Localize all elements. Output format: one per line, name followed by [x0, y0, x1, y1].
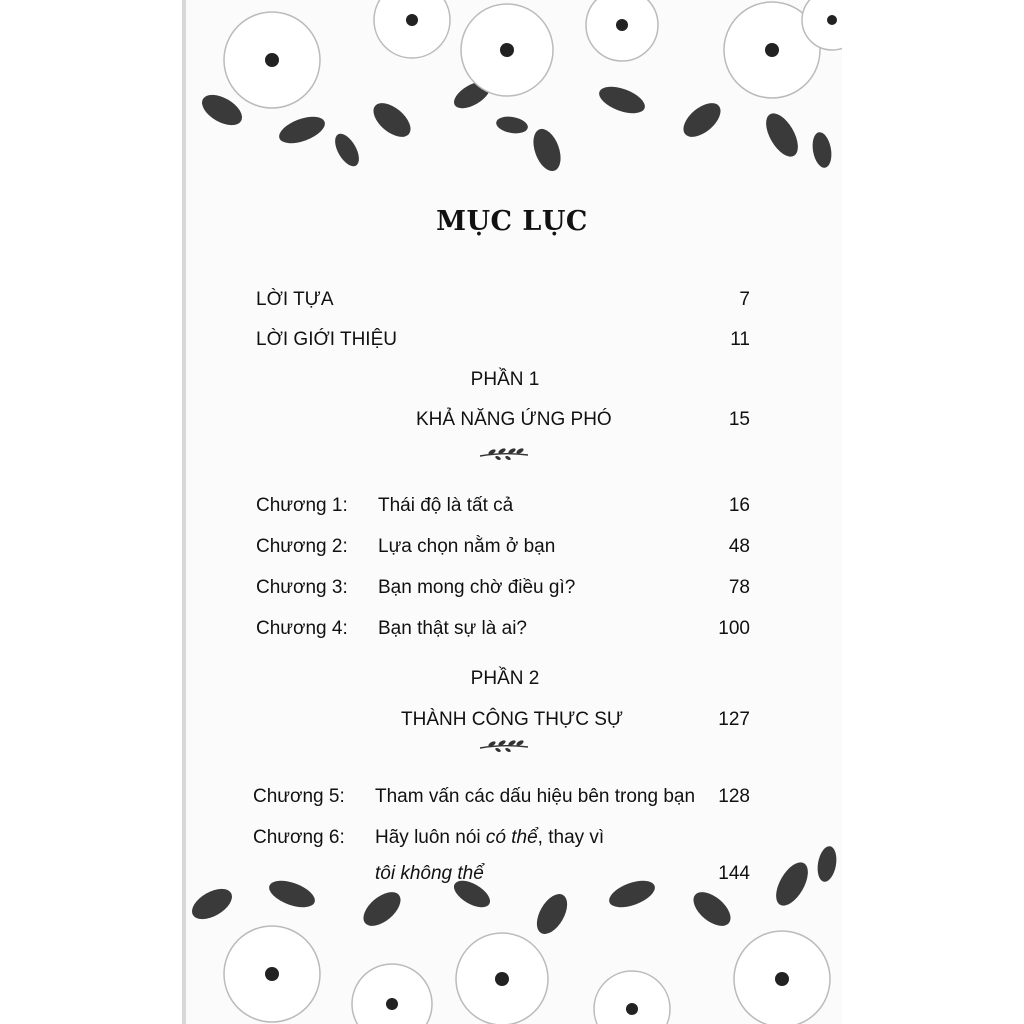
chapter-label: Chương 3:	[256, 577, 348, 598]
chapter-title-emphasis: có thể	[485, 827, 538, 848]
chapter-label: Chương 5:	[253, 786, 345, 807]
chapter-page: 100	[718, 618, 750, 639]
part-1-label: PHẦN 1	[470, 369, 540, 390]
chapter-title-part: , thay vì	[537, 827, 605, 848]
floral-border-top	[182, 0, 842, 200]
chapter-title: Thái độ là tất cả	[378, 495, 514, 516]
page-title: MỤC LỤC	[436, 206, 588, 237]
toc-entry-title: LỜI GIỚI THIỆU	[256, 329, 397, 350]
part-1-title: KHẢ NĂNG ỨNG PHÓ	[416, 409, 612, 430]
chapter-page: 128	[718, 786, 750, 807]
chapter-title-line-2: tôi không thể	[375, 863, 484, 884]
chapter-title: Bạn thật sự là ai?	[378, 618, 527, 639]
chapter-label: Chương 6:	[253, 827, 345, 848]
sprig-ornament-icon	[478, 446, 530, 462]
part-2-title: THÀNH CÔNG THỰC SỰ	[401, 709, 624, 730]
chapter-label: Chương 1:	[256, 495, 348, 516]
chapter-label: Chương 4:	[256, 618, 348, 639]
toc-entry-title: LỜI TỰA	[256, 289, 334, 310]
part-1-page: 15	[728, 409, 750, 430]
toc-entry-page: 7	[739, 289, 750, 310]
chapter-page: 16	[728, 495, 750, 516]
chapter-label: Chương 2:	[256, 536, 348, 557]
chapter-page: 48	[728, 536, 750, 557]
part-2-page: 127	[718, 709, 750, 730]
floral-border-bottom	[182, 824, 842, 1024]
chapter-page: 144	[718, 863, 750, 884]
chapter-title: Bạn mong chờ điều gì?	[378, 577, 576, 598]
part-2-label: PHẦN 2	[470, 668, 540, 689]
sprig-ornament-icon	[478, 738, 530, 754]
toc-entry-page: 11	[730, 329, 750, 350]
chapter-title-part: Hãy luôn nói	[375, 827, 486, 848]
chapter-page: 78	[728, 577, 750, 598]
chapter-title: Lựa chọn nằm ở bạn	[378, 536, 556, 557]
chapter-title-line-1	[375, 826, 604, 850]
chapter-title: Tham vấn các dấu hiệu bên trong bạn	[375, 786, 696, 807]
